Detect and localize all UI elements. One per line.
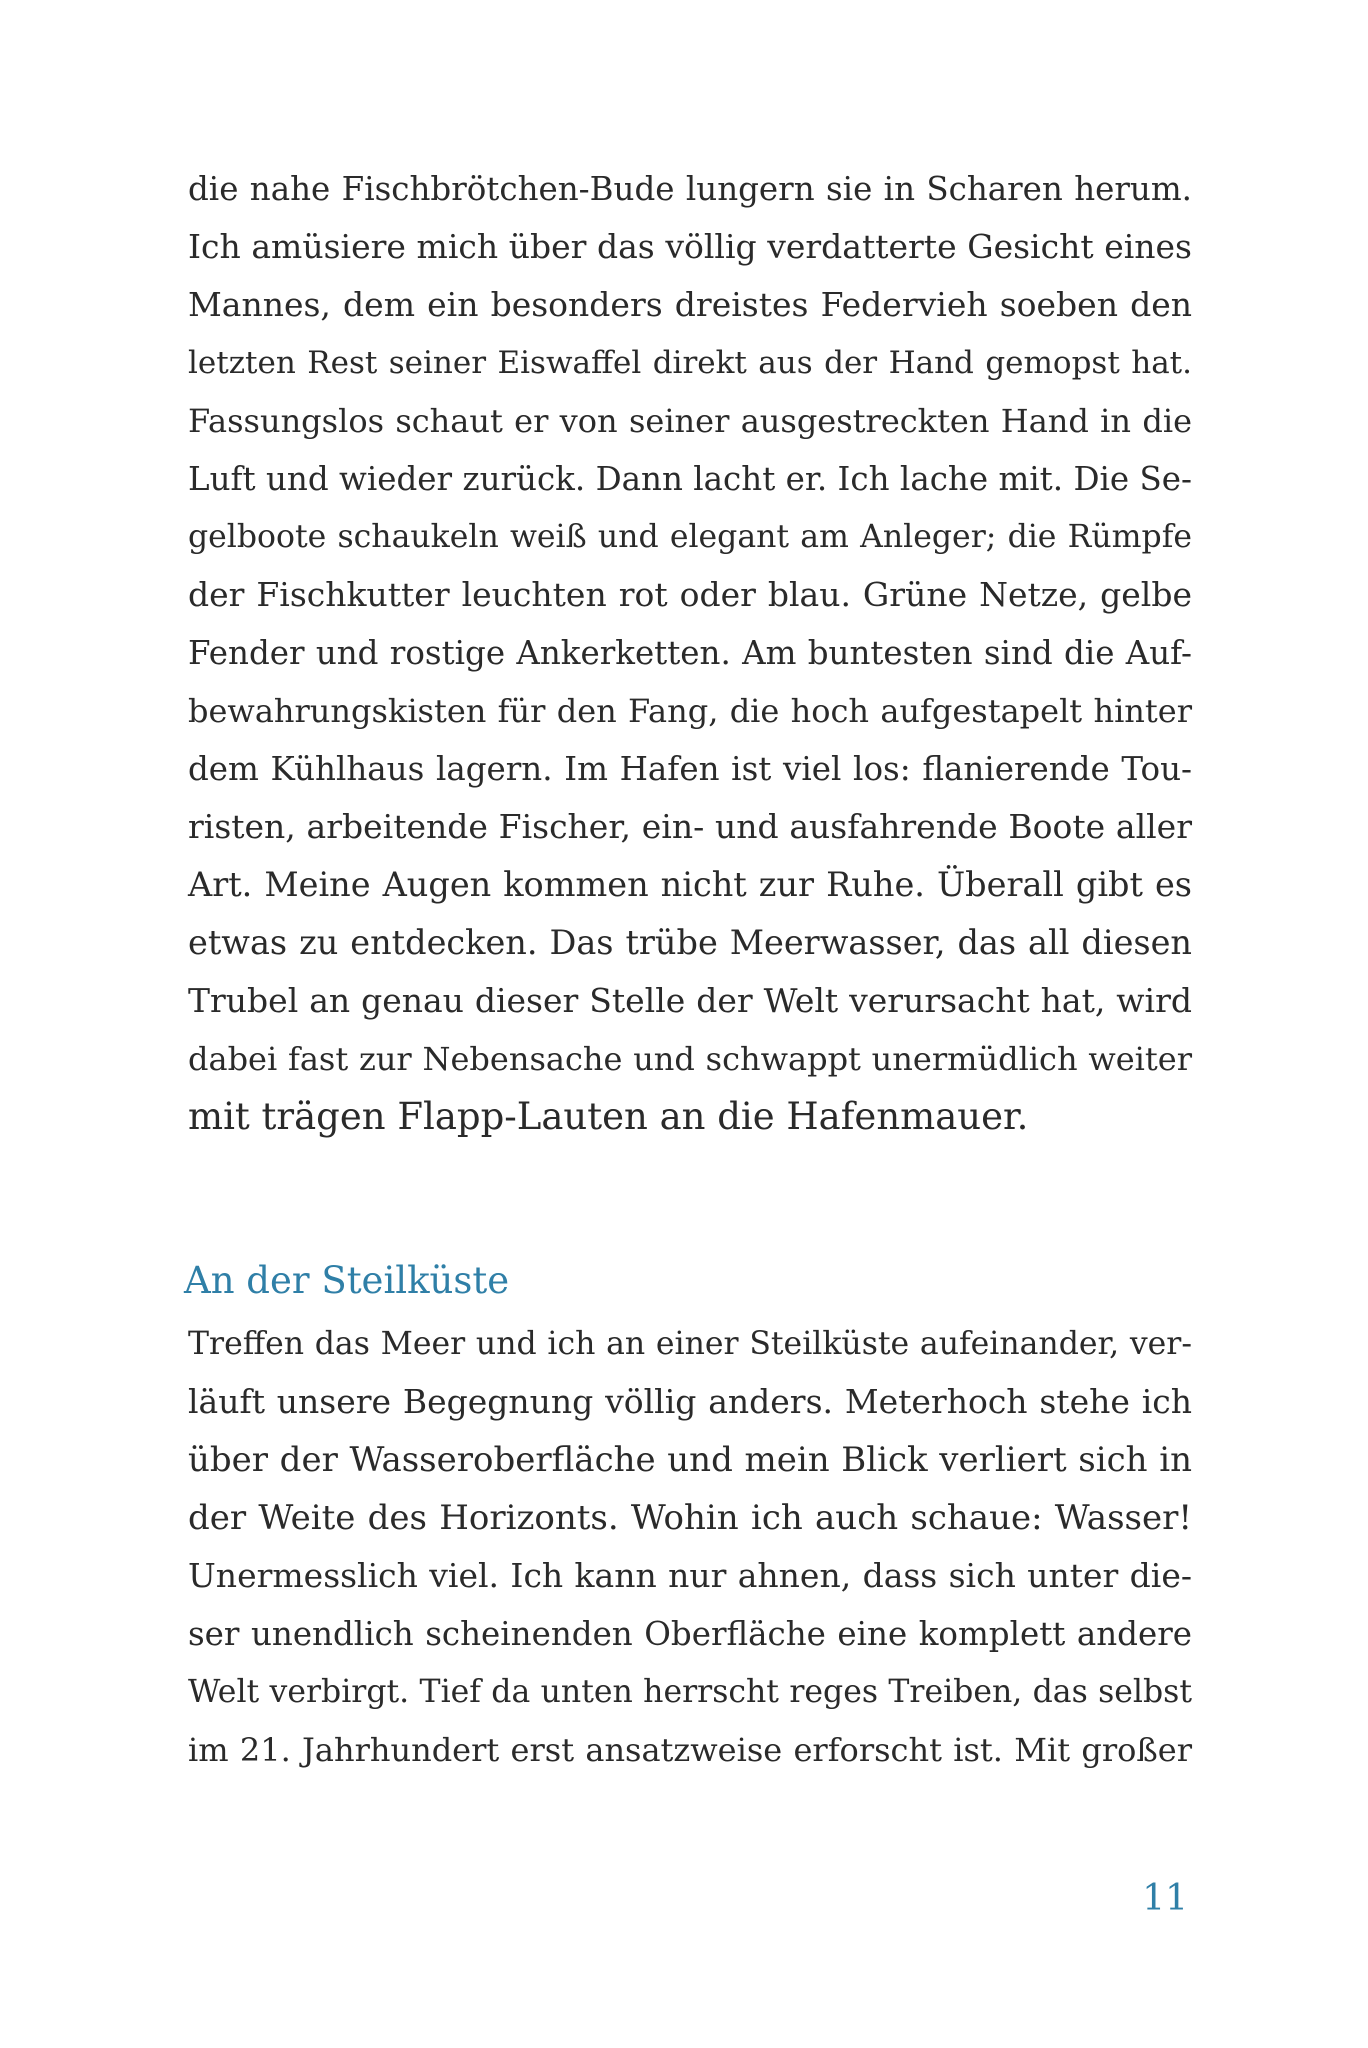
text-line: Fender und rostige Ankerketten. Am buntesten sind die Auf- [188, 634, 1192, 672]
page-number: 11 [1142, 1878, 1188, 1919]
text-line: bewahrungskisten für den Fang, die hoch aufgestapelt hinter [188, 692, 1192, 730]
text-line: gelboote schaukeln weiß und elegant am Anleger; die Rümpfe [188, 519, 1192, 555]
text-line: die nahe Fischbrötchen-Bude lungern sie in Scharen herum. [188, 170, 1192, 208]
text-line: Trubel an genau dieser Stelle der Welt verursacht hat, wird [188, 981, 1192, 1020]
text-line: Fassungslos schaut er von seiner ausgestreckten Hand in die [188, 402, 1192, 440]
text-line: dem Kühlhaus lagern. Im Hafen ist viel los: flanierende Tou- [188, 750, 1192, 788]
text-line: Luft und wieder zurück. Dann lacht er. Ich lache mit. Die Se- [188, 460, 1192, 498]
text-line: Welt verbirgt. Tief da unten herrscht reges Treiben, das selbst [188, 1674, 1192, 1710]
paragraph-harbor [188, 160, 1192, 1146]
paragraph-cliff [188, 1315, 1192, 1779]
text-line: läuft unsere Begegnung völlig anders. Meterhoch stehe ich [188, 1382, 1192, 1421]
text-line: Ich amüsiere mich über das völlig verdatterte Gesicht eines [188, 227, 1192, 266]
text-line: mit trägen Flapp-Lauten an die Hafenmauer. [188, 1095, 1029, 1138]
text-line: risten, arbeitende Fischer, ein- und ausfahrende Boote aller [188, 807, 1192, 846]
text-line: Treffen das Meer und ich an einer Steilküste aufeinander, ver- [188, 1326, 1192, 1362]
text-line: ser unendlich scheinenden Oberfläche eine komplett andere [188, 1615, 1192, 1653]
text-line: über der Wasseroberfläche und mein Blick verliert sich in [188, 1440, 1192, 1480]
text-line: Mannes, dem ein besonders dreistes Federvieh soeben den [188, 285, 1192, 324]
text-line: der Weite des Horizonts. Wohin ich auch schaue: Wasser! [188, 1498, 1192, 1538]
text-line: im 21. Jahrhundert erst ansatzweise erforscht ist. Mit großer [188, 1731, 1192, 1769]
text-line: der Fischkutter leuchten rot oder blau. Grüne Netze, gelbe [188, 575, 1192, 614]
text-line: etwas zu entdecken. Das trübe Meerwasser, das all diesen [188, 923, 1192, 962]
text-line: letzten Rest seiner Eiswaffel direkt aus der Hand gemopst hat. [188, 345, 1192, 381]
text-line: Art. Meine Augen kommen nicht zur Ruhe. Überall gibt es [188, 865, 1192, 904]
text-line: Unermesslich viel. Ich kann nur ahnen, dass sich unter die- [188, 1556, 1192, 1595]
text-line: dabei fast zur Nebensache und schwappt unermüdlich weiter [188, 1040, 1192, 1078]
section-heading: An der Steilküste [184, 1259, 510, 1302]
